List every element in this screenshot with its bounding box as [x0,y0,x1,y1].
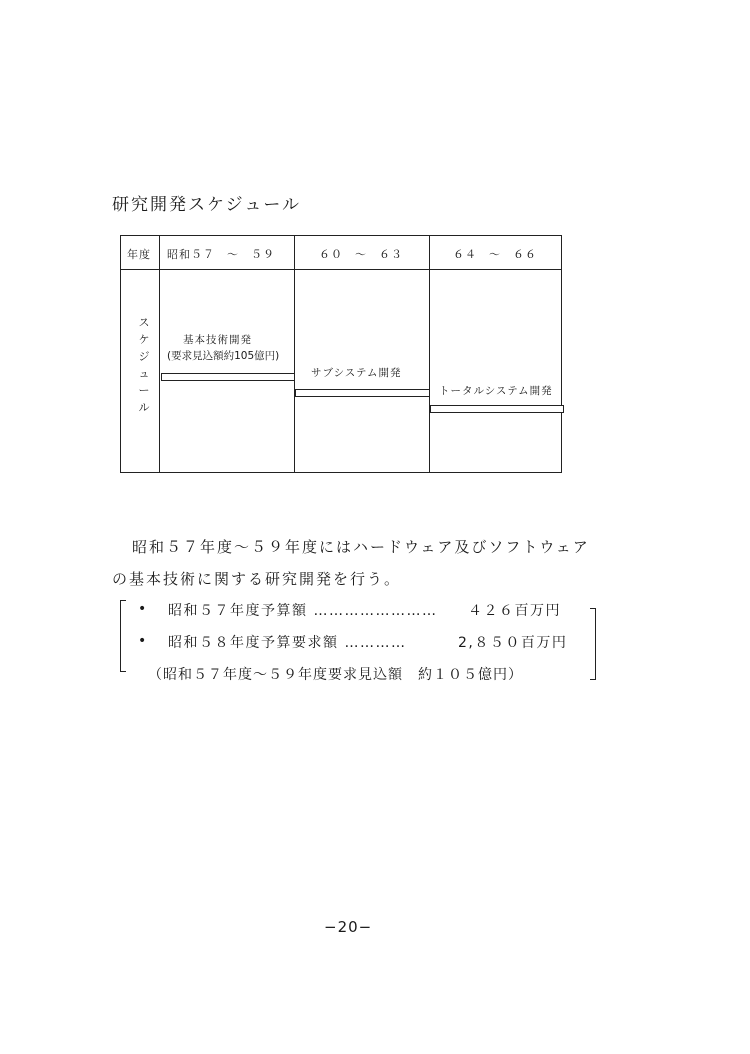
phase-bar [161,373,295,381]
bracket-right [590,608,596,680]
table-divider [159,236,160,472]
budget-item-label: 昭和５７年度予算額 …………………… [168,603,438,619]
phase-bar [295,389,430,397]
paragraph-line: 昭和５７年度〜５９年度にはハードウェア及びソフトウェア [132,538,590,556]
table-divider [294,236,295,472]
page-number: −20− [324,918,373,936]
table-header-period: 昭和５７ 〜 ５９ [167,248,275,261]
row-label-schedule: スケジュール [138,316,150,414]
section-heading: 研究開発スケジュール [112,195,301,215]
phase-name: サブシステム開発 [311,367,402,379]
phase-name: トータルシステム開発 [439,385,553,397]
schedule-table [120,235,562,473]
budget-block [120,600,596,682]
budget-item-amount: 2,８５０百万円 [458,635,568,651]
budget-item-amount: ４２６百万円 [468,603,561,619]
budget-total: （昭和５７年度〜５９年度要求見込額 約１０５億円） [148,667,523,683]
table-divider [121,269,561,270]
table-divider [429,236,430,472]
phase-note: (要求見込額約105億円) [167,350,280,362]
bullet: • [138,633,147,649]
table-header-year: 年度 [127,248,151,261]
phase-bar [430,405,564,413]
bullet: • [138,601,147,617]
phase-name: 基本技術開発 [183,334,252,346]
bracket-left [120,600,126,672]
budget-item-label: 昭和５８年度予算要求額 ………… [168,635,407,651]
table-header-period: ６０ 〜 ６３ [319,248,403,261]
paragraph-line: の基本技術に関する研究開発を行う。 [112,570,402,588]
table-header-period: ６４ 〜 ６６ [453,248,537,261]
